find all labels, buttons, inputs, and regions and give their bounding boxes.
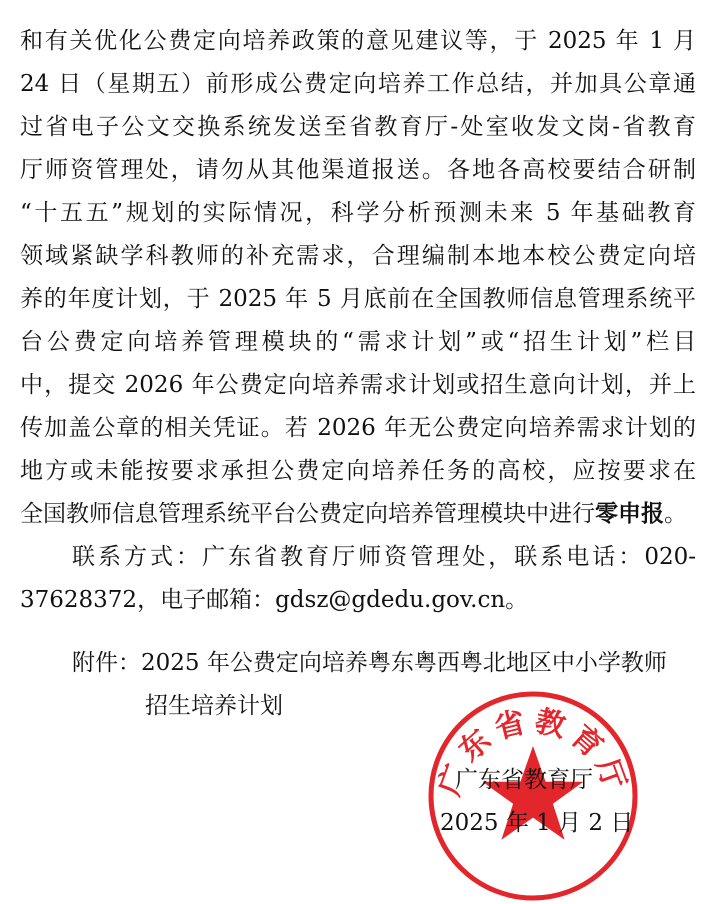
contact-email-line: 37628372，电子邮箱：gdsz@gdedu.gov.cn。 [20,587,529,613]
body-line-end: 。 [664,501,687,527]
body-line-final [20,497,696,531]
body-line: 领域紧缺学科教师的补充需求，合理编制本地本校公费定向培 [20,243,696,269]
body-line: 台公费定向培养管理模块的“需求计划”或“招生计划”栏目 [20,329,696,355]
body-line-text: 全国教师信息管理系统平台公费定向培养管理模块中进行 [20,501,595,527]
body-line: “十五五”规划的实际情况，科学分析预测未来 5 年基础教育 [20,200,696,226]
body-line: 24 日（星期五）前形成公费定向培养工作总结，并加具公章通 [20,71,696,97]
body-line: 养的年度计划，于 2025 年 5 月底前在全国教师信息管理系统平 [20,286,696,312]
body-line: 过省电子公文交换系统发送至省教育厅-处室收发文岗-省教育 [20,114,696,140]
body-line: 中，提交 2026 年公费定向培养需求计划或招生意向计划，并上 [20,372,696,398]
signature-date: 2025 年 1 月 2 日 [440,810,634,836]
attachment-label: 附件：2025 年公费定向培养粤东粤西粤北地区中小学教师 [72,650,667,676]
body-line: 厅师资管理处，请勿从其他渠道报送。各地各高校要结合研制 [20,157,696,183]
body-line: 传加盖公章的相关凭证。若 2026 年无公费定向培养需求计划的 [20,415,696,441]
zero-report-emphasis: 零申报 [595,500,664,527]
contact-line: 联系方式：广东省教育厅师资管理处，联系电话：020- [72,544,696,570]
body-line: 和有关优化公费定向培养政策的意见建议等，于 2025 年 1 月 [20,28,696,54]
seal-text: 广东省教育厅 [432,703,634,801]
body-line: 地方或未能按要求承担公费定向培养任务的高校，应按要求在 [20,458,696,484]
signature-organization: 广东省教育厅 [455,767,593,793]
attachment-title-continued: 招生培养计划 [145,693,283,719]
